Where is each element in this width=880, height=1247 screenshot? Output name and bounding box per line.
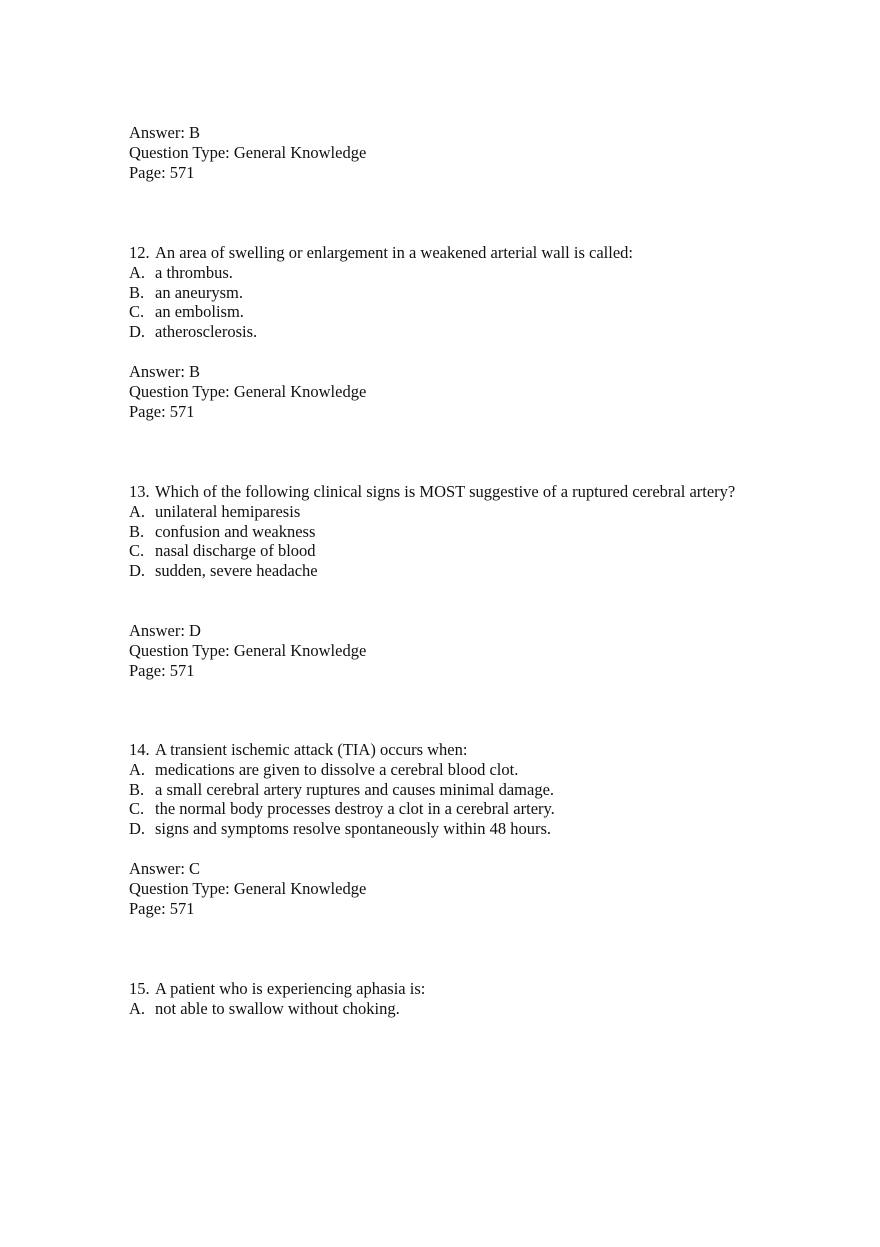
option-letter: C.: [129, 302, 145, 322]
question-13: [129, 482, 769, 581]
option-a: [129, 263, 769, 283]
question-number: 12.: [129, 243, 150, 262]
option-letter: C.: [129, 541, 145, 561]
option-c: [129, 541, 769, 561]
option-letter: A.: [129, 998, 146, 1018]
option-a: [129, 999, 769, 1019]
question-stem: [129, 243, 769, 263]
option-b: [129, 283, 769, 303]
question-12: [129, 243, 769, 342]
option-b: [129, 522, 769, 542]
answer-block-q12: [129, 362, 769, 421]
option-letter: B.: [129, 282, 145, 302]
question-number: 14.: [129, 740, 150, 759]
question-number: 13.: [129, 482, 150, 501]
question-15: [129, 979, 769, 1019]
option-letter: A.: [129, 759, 146, 779]
answer-line: Answer: C: [129, 859, 201, 878]
option-letter: B.: [129, 779, 145, 799]
answer-block-q11: [129, 123, 769, 182]
option-c: [129, 799, 769, 819]
option-text: an embolism.: [155, 302, 244, 322]
option-d: [129, 819, 769, 839]
option-text: a thrombus.: [155, 262, 233, 282]
option-text: the normal body processes destroy a clot in a cerebral artery.: [155, 799, 555, 819]
question-14: [129, 740, 769, 839]
answer-line: Answer: B: [129, 123, 201, 142]
option-letter: D.: [129, 322, 146, 342]
option-text: signs and symptoms resolve spontaneously within 48 hours.: [155, 819, 551, 839]
option-letter: B.: [129, 521, 145, 541]
option-text: atherosclerosis.: [155, 322, 258, 342]
page-reference-line: Page: 571: [129, 660, 195, 680]
answer-block-q13: [129, 621, 769, 680]
page-reference-line: Page: 571: [129, 162, 195, 182]
option-text: sudden, severe headache: [155, 561, 318, 581]
question-type-line: Question Type: General Knowledge: [129, 878, 367, 898]
option-b: [129, 780, 769, 800]
question-type-line: Question Type: General Knowledge: [129, 142, 367, 162]
option-letter: C.: [129, 799, 145, 819]
question-text: An area of swelling or enlargement in a weakened arterial wall is called:: [155, 243, 633, 262]
question-type-line: Question Type: General Knowledge: [129, 381, 367, 401]
option-text: a small cerebral artery ruptures and causes minimal damage.: [155, 779, 555, 799]
question-stem: [129, 740, 769, 760]
option-c: [129, 302, 769, 322]
answer-line: Answer: B: [129, 362, 201, 381]
page-reference-line: Page: 571: [129, 401, 195, 421]
question-number: 15.: [129, 979, 150, 998]
option-text: confusion and weakness: [155, 521, 316, 541]
option-text: nasal discharge of blood: [155, 541, 316, 561]
option-text: medications are given to dissolve a cerebral blood clot.: [155, 759, 519, 779]
option-text: unilateral hemiparesis: [155, 501, 301, 521]
question-type-line: Question Type: General Knowledge: [129, 640, 367, 660]
option-a: [129, 502, 769, 522]
question-text: Which of the following clinical signs is MOST suggestive of a ruptured cerebral artery?: [155, 482, 736, 501]
answer-block-q14: [129, 859, 769, 918]
question-text: A transient ischemic attack (TIA) occurs when:: [155, 740, 468, 759]
option-d: [129, 322, 769, 342]
option-a: [129, 760, 769, 780]
question-text: A patient who is experiencing aphasia is:: [155, 979, 426, 998]
question-stem: [129, 979, 769, 999]
option-letter: D.: [129, 561, 146, 581]
option-text: an aneurysm.: [155, 282, 243, 302]
answer-line: Answer: D: [129, 621, 201, 640]
option-letter: A.: [129, 262, 146, 282]
page-reference-line: Page: 571: [129, 898, 195, 918]
option-d: [129, 561, 769, 581]
option-text: not able to swallow without choking.: [155, 998, 400, 1018]
option-letter: A.: [129, 501, 146, 521]
question-stem: [129, 482, 769, 502]
option-letter: D.: [129, 819, 146, 839]
